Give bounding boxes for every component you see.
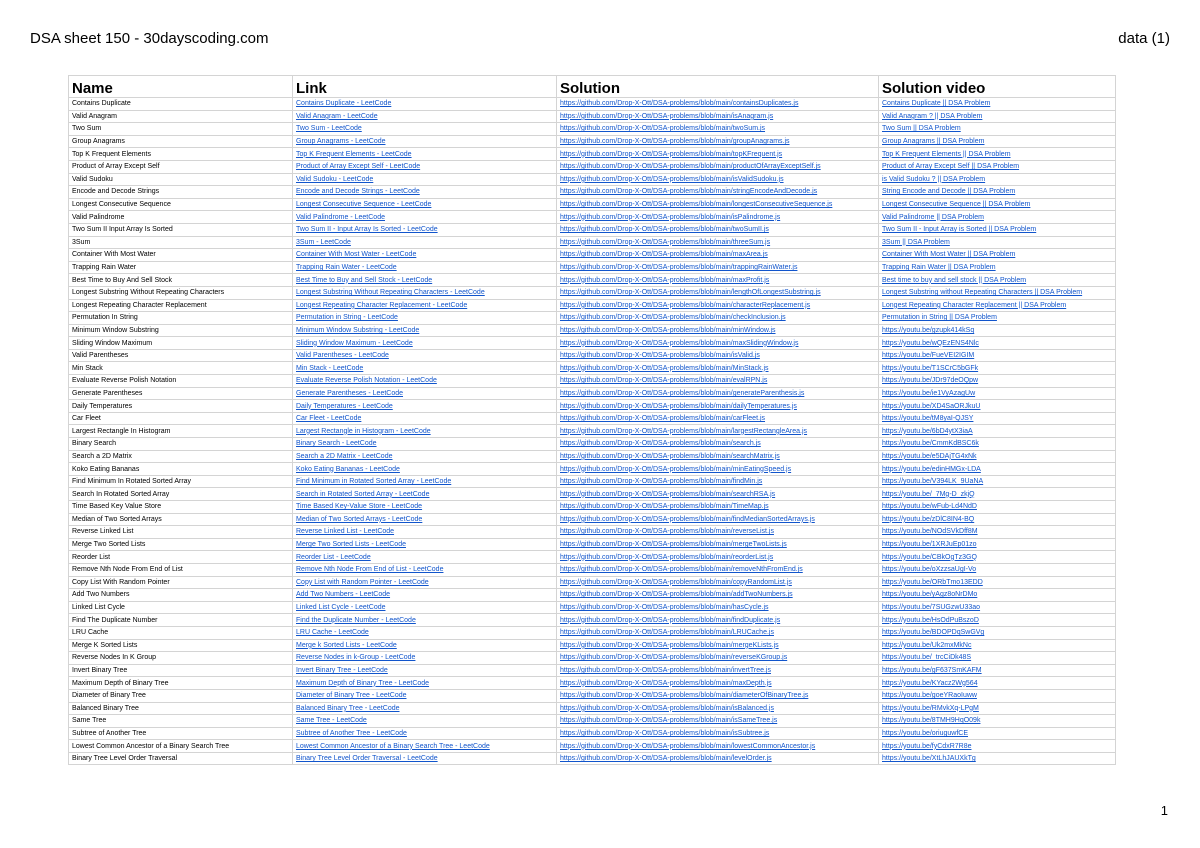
solution-video-link[interactable]: https://youtu.be/ORbTmo13EDD	[879, 576, 1116, 589]
problem-name-cell: Car Fleet	[69, 412, 293, 425]
table-row	[69, 412, 1116, 425]
solution-video-link[interactable]: https://youtu.be/wQEzENS4Nlc	[879, 337, 1116, 350]
leetcode-link[interactable]: Koko Eating Bananas - LeetCode	[293, 463, 557, 476]
leetcode-link[interactable]: Valid Anagram - LeetCode	[293, 110, 557, 123]
table-row	[69, 349, 1116, 362]
solution-video-link[interactable]: https://youtu.be/XD4SaORJkuU	[879, 400, 1116, 413]
solution-link[interactable]: https://github.com/Drop-X-Ott/DSA-problems/blob/main/trappingRainWater.js	[557, 261, 879, 274]
solution-video-link[interactable]: https://youtu.be/1XRJuEp01zo	[879, 538, 1116, 551]
table-row	[69, 601, 1116, 614]
solution-video-link[interactable]: https://youtu.be/_trcCiDk48S	[879, 652, 1116, 665]
problem-name-cell: Lowest Common Ancestor of a Binary Search Tree	[69, 740, 293, 753]
table-row	[69, 639, 1116, 652]
solution-video-link[interactable]: https://youtu.be/XtLhJAUXkTg	[879, 752, 1116, 765]
leetcode-link[interactable]: Reverse Linked List - LeetCode	[293, 526, 557, 539]
leetcode-link[interactable]: Binary Tree Level Order Traversal - LeetCode	[293, 752, 557, 765]
problem-name-cell: Koko Eating Bananas	[69, 463, 293, 476]
solution-video-link[interactable]: Contains Duplicate || DSA Problem	[879, 98, 1116, 111]
problem-name-cell: Reverse Linked List	[69, 526, 293, 539]
problem-name-cell: Diameter of Binary Tree	[69, 689, 293, 702]
leetcode-link[interactable]: Trapping Rain Water - LeetCode	[293, 261, 557, 274]
leetcode-link[interactable]: Balanced Binary Tree - LeetCode	[293, 702, 557, 715]
solution-link[interactable]: https://github.com/Drop-X-Ott/DSA-problems/blob/main/isValidSudoku.js	[557, 173, 879, 186]
solution-link[interactable]: https://github.com/Drop-X-Ott/DSA-problems/blob/main/isSameTree.js	[557, 715, 879, 728]
solution-link[interactable]: https://github.com/Drop-X-Ott/DSA-problems/blob/main/isSubtree.js	[557, 727, 879, 740]
column-header-solution-video: Solution video	[879, 76, 1116, 98]
table-row	[69, 702, 1116, 715]
table-row	[69, 715, 1116, 728]
leetcode-link[interactable]: Merge Two Sorted Lists - LeetCode	[293, 538, 557, 551]
leetcode-link[interactable]: Valid Palindrome - LeetCode	[293, 211, 557, 224]
table-row	[69, 148, 1116, 161]
table-row	[69, 198, 1116, 211]
sheet-name: data (1)	[1118, 30, 1170, 47]
table-row	[69, 513, 1116, 526]
table-row	[69, 589, 1116, 602]
problem-name-cell: Search a 2D Matrix	[69, 450, 293, 463]
leetcode-link[interactable]: Time Based Key-Value Store - LeetCode	[293, 501, 557, 514]
solution-video-link[interactable]: https://youtu.be/7SUGzwU33ao	[879, 601, 1116, 614]
problem-name-cell: Min Stack	[69, 362, 293, 375]
problem-name-cell: Sliding Window Maximum	[69, 337, 293, 350]
solution-video-link[interactable]: https://youtu.be/oXzzsaUgI-Vo	[879, 563, 1116, 576]
solution-video-link[interactable]: https://youtu.be/8TMH9HqO09k	[879, 715, 1116, 728]
column-header-solution: Solution	[557, 76, 879, 98]
solution-link[interactable]: https://github.com/Drop-X-Ott/DSA-problems/blob/main/LRUCache.js	[557, 626, 879, 639]
table-row	[69, 626, 1116, 639]
table-row	[69, 236, 1116, 249]
table-row	[69, 98, 1116, 111]
solution-link[interactable]: https://github.com/Drop-X-Ott/DSA-problems/blob/main/findMedianSortedArrays.js	[557, 513, 879, 526]
solution-link[interactable]: https://github.com/Drop-X-Ott/DSA-problems/blob/main/reverseList.js	[557, 526, 879, 539]
problem-name-cell: Top K Frequent Elements	[69, 148, 293, 161]
leetcode-link[interactable]: Valid Parentheses - LeetCode	[293, 349, 557, 362]
problem-name-cell: Add Two Numbers	[69, 589, 293, 602]
solution-link[interactable]: https://github.com/Drop-X-Ott/DSA-problems/blob/main/mergeTwoLists.js	[557, 538, 879, 551]
solution-link[interactable]: https://github.com/Drop-X-Ott/DSA-problems/blob/main/TimeMap.js	[557, 501, 879, 514]
problem-name-cell: 3Sum	[69, 236, 293, 249]
solution-video-link[interactable]: https://youtu.be/CBkOgTz3GQ	[879, 551, 1116, 564]
table-row	[69, 123, 1116, 136]
document-title: DSA sheet 150 - 30dayscoding.com	[30, 30, 269, 47]
table-row	[69, 337, 1116, 350]
problem-name-cell: Container With Most Water	[69, 249, 293, 262]
solution-link[interactable]: https://github.com/Drop-X-Ott/DSA-problems/blob/main/searchMatrix.js	[557, 450, 879, 463]
solution-video-link[interactable]: Best time to buy and sell stock || DSA Problem	[879, 274, 1116, 287]
table-row	[69, 526, 1116, 539]
solution-video-link[interactable]: https://youtu.be/6bD4ytX3iaA	[879, 425, 1116, 438]
leetcode-link[interactable]: Longest Substring Without Repeating Characters - LeetCode	[293, 286, 557, 299]
solution-link[interactable]: https://github.com/Drop-X-Ott/DSA-problems/blob/main/minEatingSpeed.js	[557, 463, 879, 476]
leetcode-link[interactable]: Remove Nth Node From End of List - LeetCode	[293, 563, 557, 576]
table-row	[69, 312, 1116, 325]
solution-video-link[interactable]: https://youtu.be/zDlC8IN4-BQ	[879, 513, 1116, 526]
leetcode-link[interactable]: Copy List with Random Pointer - LeetCode	[293, 576, 557, 589]
leetcode-link[interactable]: Search a 2D Matrix - LeetCode	[293, 450, 557, 463]
table-row	[69, 740, 1116, 753]
solution-video-link[interactable]: Valid Palindrome || DSA Problem	[879, 211, 1116, 224]
table-row	[69, 324, 1116, 337]
table-row	[69, 538, 1116, 551]
problem-name-cell: Linked List Cycle	[69, 601, 293, 614]
leetcode-link[interactable]: Maximum Depth of Binary Tree - LeetCode	[293, 677, 557, 690]
solution-link[interactable]: https://github.com/Drop-X-Ott/DSA-problems/blob/main/lengthOfLongestSubstring.js	[557, 286, 879, 299]
solution-video-link[interactable]: Two Sum II - Input Array is Sorted || DSA Problem	[879, 223, 1116, 236]
solution-link[interactable]: https://github.com/Drop-X-Ott/DSA-problems/blob/main/invertTree.js	[557, 664, 879, 677]
leetcode-link[interactable]: Container With Most Water - LeetCode	[293, 249, 557, 262]
table-row	[69, 689, 1116, 702]
page-number: 1	[1160, 803, 1168, 818]
problem-name-cell: Remove Nth Node From End of List	[69, 563, 293, 576]
leetcode-link[interactable]: Valid Sudoku - LeetCode	[293, 173, 557, 186]
solution-video-link[interactable]: https://youtu.be/FueVEI2IGIM	[879, 349, 1116, 362]
leetcode-link[interactable]: Subtree of Another Tree - LeetCode	[293, 727, 557, 740]
solution-video-link[interactable]: https://youtu.be/JDr97deOQpw	[879, 375, 1116, 388]
problem-name-cell: Find Minimum In Rotated Sorted Array	[69, 475, 293, 488]
table-row	[69, 362, 1116, 375]
table-row	[69, 475, 1116, 488]
solution-video-link[interactable]: Permutation in String || DSA Problem	[879, 312, 1116, 325]
leetcode-link[interactable]: Sliding Window Maximum - LeetCode	[293, 337, 557, 350]
problem-name-cell: Find The Duplicate Number	[69, 614, 293, 627]
leetcode-link[interactable]: Generate Parentheses - LeetCode	[293, 387, 557, 400]
problem-name-cell: Two Sum	[69, 123, 293, 136]
solution-video-link[interactable]: Top K Frequent Elements || DSA Problem	[879, 148, 1116, 161]
solution-link[interactable]: https://github.com/Drop-X-Ott/DSA-problems/blob/main/MinStack.js	[557, 362, 879, 375]
solution-link[interactable]: https://github.com/Drop-X-Ott/DSA-problems/blob/main/groupAnagrams.js	[557, 135, 879, 148]
table-row	[69, 501, 1116, 514]
table-row	[69, 425, 1116, 438]
leetcode-link[interactable]: Diameter of Binary Tree - LeetCode	[293, 689, 557, 702]
problem-name-cell: Group Anagrams	[69, 135, 293, 148]
solution-video-link[interactable]: https://youtu.be/tM8yaI-QJSY	[879, 412, 1116, 425]
solution-link[interactable]: https://github.com/Drop-X-Ott/DSA-problems/blob/main/maxDepth.js	[557, 677, 879, 690]
solution-video-link[interactable]: is Valid Sudoku ? || DSA Problem	[879, 173, 1116, 186]
solution-video-link[interactable]: https://youtu.be/e5DAjTG4xNk	[879, 450, 1116, 463]
solution-link[interactable]: https://github.com/Drop-X-Ott/DSA-problems/blob/main/containsDuplicates.js	[557, 98, 879, 111]
table-row	[69, 249, 1116, 262]
solution-video-link[interactable]: https://youtu.be/T1SCrC5bGFk	[879, 362, 1116, 375]
solution-video-link[interactable]: https://youtu.be/ie1VyAzagUw	[879, 387, 1116, 400]
leetcode-link[interactable]: Top K Frequent Elements - LeetCode	[293, 148, 557, 161]
table-body	[69, 98, 1116, 765]
table-row	[69, 463, 1116, 476]
table-row	[69, 211, 1116, 224]
solution-link[interactable]: https://github.com/Drop-X-Ott/DSA-problems/blob/main/maxSlidingWindow.js	[557, 337, 879, 350]
solution-video-link[interactable]: Product of Array Except Self || DSA Problem	[879, 160, 1116, 173]
leetcode-link[interactable]: Daily Temperatures - LeetCode	[293, 400, 557, 413]
solution-link[interactable]: https://github.com/Drop-X-Ott/DSA-problems/blob/main/minWindow.js	[557, 324, 879, 337]
solution-link[interactable]: https://github.com/Drop-X-Ott/DSA-problems/blob/main/isBalanced.js	[557, 702, 879, 715]
solution-link[interactable]: https://github.com/Drop-X-Ott/DSA-problems/blob/main/hasCycle.js	[557, 601, 879, 614]
leetcode-link[interactable]: Car Fleet - LeetCode	[293, 412, 557, 425]
leetcode-link[interactable]: Encode and Decode Strings - LeetCode	[293, 186, 557, 199]
solution-video-link[interactable]: Two Sum || DSA Problem	[879, 123, 1116, 136]
solution-link[interactable]: https://github.com/Drop-X-Ott/DSA-problems/blob/main/maxProfit.js	[557, 274, 879, 287]
problem-name-cell: Binary Search	[69, 438, 293, 451]
solution-video-link[interactable]: https://youtu.be/edinHMGx-LDA	[879, 463, 1116, 476]
table-row	[69, 677, 1116, 690]
problem-name-cell: Maximum Depth of Binary Tree	[69, 677, 293, 690]
solution-link[interactable]: https://github.com/Drop-X-Ott/DSA-problems/blob/main/evalRPN.js	[557, 375, 879, 388]
table-row	[69, 450, 1116, 463]
leetcode-link[interactable]: Add Two Numbers - LeetCode	[293, 589, 557, 602]
solution-video-link[interactable]: https://youtu.be/HsOdPuBszoD	[879, 614, 1116, 627]
leetcode-link[interactable]: Two Sum - LeetCode	[293, 123, 557, 136]
table-row	[69, 261, 1116, 274]
solution-video-link[interactable]: https://youtu.be/goeYRaoIuww	[879, 689, 1116, 702]
leetcode-link[interactable]: Find Minimum in Rotated Sorted Array - LeetCode	[293, 475, 557, 488]
solution-link[interactable]: https://github.com/Drop-X-Ott/DSA-problems/blob/main/findDuplicate.js	[557, 614, 879, 627]
problem-name-cell: Median of Two Sorted Arrays	[69, 513, 293, 526]
solution-video-link[interactable]: Group Anagrams || DSA Problem	[879, 135, 1116, 148]
solution-link[interactable]: https://github.com/Drop-X-Ott/DSA-problems/blob/main/characterReplacement.js	[557, 299, 879, 312]
solution-link[interactable]: https://github.com/Drop-X-Ott/DSA-problems/blob/main/search.js	[557, 438, 879, 451]
solution-link[interactable]: https://github.com/Drop-X-Ott/DSA-problems/blob/main/addTwoNumbers.js	[557, 589, 879, 602]
solution-video-link[interactable]: https://youtu.be/yAgz8oNrDMo	[879, 589, 1116, 602]
solution-link[interactable]: https://github.com/Drop-X-Ott/DSA-problems/blob/main/isAnagram.js	[557, 110, 879, 123]
problem-name-cell: Longest Substring Without Repeating Characters	[69, 286, 293, 299]
solution-video-link[interactable]: https://youtu.be/gzupk414kSq	[879, 324, 1116, 337]
problem-name-cell: Reverse Nodes In K Group	[69, 652, 293, 665]
solution-link[interactable]: https://github.com/Drop-X-Ott/DSA-problems/blob/main/mergeKLists.js	[557, 639, 879, 652]
solution-link[interactable]: https://github.com/Drop-X-Ott/DSA-problems/blob/main/levelOrder.js	[557, 752, 879, 765]
problem-name-cell: Permutation In String	[69, 312, 293, 325]
solution-link[interactable]: https://github.com/Drop-X-Ott/DSA-problems/blob/main/largestRectangleArea.js	[557, 425, 879, 438]
solution-video-link[interactable]: https://youtu.be/_7Mg-D_zkjQ	[879, 488, 1116, 501]
solution-video-link[interactable]: https://youtu.be/NOdSVkDff8M	[879, 526, 1116, 539]
solution-video-link[interactable]: 3Sum || DSA Problem	[879, 236, 1116, 249]
problem-name-cell: Valid Anagram	[69, 110, 293, 123]
table-row	[69, 274, 1116, 287]
leetcode-link[interactable]: Reorder List - LeetCode	[293, 551, 557, 564]
solution-link[interactable]: https://github.com/Drop-X-Ott/DSA-problems/blob/main/isPalindrome.js	[557, 211, 879, 224]
solution-link[interactable]: https://github.com/Drop-X-Ott/DSA-problems/blob/main/threeSum.js	[557, 236, 879, 249]
leetcode-link[interactable]: Same Tree - LeetCode	[293, 715, 557, 728]
solution-video-link[interactable]: https://youtu.be/BDOPDqSwGVg	[879, 626, 1116, 639]
table-row	[69, 400, 1116, 413]
problem-name-cell: Two Sum II Input Array Is Sorted	[69, 223, 293, 236]
solution-link[interactable]: https://github.com/Drop-X-Ott/DSA-problems/blob/main/productOfArrayExceptSelf.js	[557, 160, 879, 173]
problem-name-cell: Subtree of Another Tree	[69, 727, 293, 740]
solution-video-link[interactable]: https://youtu.be/wFub-Ld4NdD	[879, 501, 1116, 514]
solution-link[interactable]: https://github.com/Drop-X-Ott/DSA-problems/blob/main/twoSumII.js	[557, 223, 879, 236]
solution-link[interactable]: https://github.com/Drop-X-Ott/DSA-problems/blob/main/generateParenthesis.js	[557, 387, 879, 400]
leetcode-link[interactable]: Median of Two Sorted Arrays - LeetCode	[293, 513, 557, 526]
problem-name-cell: Valid Sudoku	[69, 173, 293, 186]
table-row	[69, 223, 1116, 236]
solution-link[interactable]: https://github.com/Drop-X-Ott/DSA-problems/blob/main/topKFrequent.js	[557, 148, 879, 161]
solution-video-link[interactable]: Longest Consecutive Sequence || DSA Problem	[879, 198, 1116, 211]
solution-video-link[interactable]: Trapping Rain Water || DSA Problem	[879, 261, 1116, 274]
table-row	[69, 488, 1116, 501]
solution-link[interactable]: https://github.com/Drop-X-Ott/DSA-problems/blob/main/isValid.js	[557, 349, 879, 362]
table-row	[69, 727, 1116, 740]
solution-link[interactable]: https://github.com/Drop-X-Ott/DSA-problems/blob/main/longestConsecutiveSequence.js	[557, 198, 879, 211]
problem-name-cell: Largest Rectangle In Histogram	[69, 425, 293, 438]
solution-link[interactable]: https://github.com/Drop-X-Ott/DSA-problems/blob/main/copyRandomList.js	[557, 576, 879, 589]
problem-name-cell: Merge Two Sorted Lists	[69, 538, 293, 551]
solution-video-link[interactable]: Valid Anagram ? || DSA Problem	[879, 110, 1116, 123]
solution-link[interactable]: https://github.com/Drop-X-Ott/DSA-problems/blob/main/stringEncodeAndDecode.js	[557, 186, 879, 199]
leetcode-link[interactable]: Longest Consecutive Sequence - LeetCode	[293, 198, 557, 211]
solution-link[interactable]: https://github.com/Drop-X-Ott/DSA-problems/blob/main/dailyTemperatures.js	[557, 400, 879, 413]
solution-link[interactable]: https://github.com/Drop-X-Ott/DSA-problems/blob/main/carFleet.js	[557, 412, 879, 425]
leetcode-link[interactable]: Find the Duplicate Number - LeetCode	[293, 614, 557, 627]
table-row	[69, 375, 1116, 388]
problem-name-cell: Reorder List	[69, 551, 293, 564]
problem-name-cell: Binary Tree Level Order Traversal	[69, 752, 293, 765]
leetcode-link[interactable]: Longest Repeating Character Replacement - LeetCode	[293, 299, 557, 312]
leetcode-link[interactable]: Invert Binary Tree - LeetCode	[293, 664, 557, 677]
leetcode-link[interactable]: Contains Duplicate - LeetCode	[293, 98, 557, 111]
leetcode-link[interactable]: Min Stack - LeetCode	[293, 362, 557, 375]
solution-video-link[interactable]: Longest Substring without Repeating Characters || DSA Problem	[879, 286, 1116, 299]
leetcode-link[interactable]: Merge k Sorted Lists - LeetCode	[293, 639, 557, 652]
problem-name-cell: Valid Parentheses	[69, 349, 293, 362]
leetcode-link[interactable]: LRU Cache - LeetCode	[293, 626, 557, 639]
problem-name-cell: Longest Repeating Character Replacement	[69, 299, 293, 312]
table-row	[69, 614, 1116, 627]
table-row	[69, 186, 1116, 199]
problem-name-cell: Evaluate Reverse Polish Notation	[69, 375, 293, 388]
problem-name-cell: Time Based Key Value Store	[69, 501, 293, 514]
table-row	[69, 286, 1116, 299]
table-row	[69, 438, 1116, 451]
table-row	[69, 160, 1116, 173]
table-row	[69, 135, 1116, 148]
leetcode-link[interactable]: Best Time to Buy and Sell Stock - LeetCode	[293, 274, 557, 287]
table-row	[69, 576, 1116, 589]
leetcode-link[interactable]: Search in Rotated Sorted Array - LeetCode	[293, 488, 557, 501]
solution-video-link[interactable]: https://youtu.be/CmmKdBSC6k	[879, 438, 1116, 451]
solution-link[interactable]: https://github.com/Drop-X-Ott/DSA-problems/blob/main/reverseKGroup.js	[557, 652, 879, 665]
problem-name-cell: Merge K Sorted Lists	[69, 639, 293, 652]
leetcode-link[interactable]: Group Anagrams - LeetCode	[293, 135, 557, 148]
solution-video-link[interactable]: https://youtu.be/Uk2mxMkNc	[879, 639, 1116, 652]
table-row	[69, 551, 1116, 564]
problem-name-cell: Balanced Binary Tree	[69, 702, 293, 715]
table-row	[69, 752, 1116, 765]
leetcode-link[interactable]: Permutation in String - LeetCode	[293, 312, 557, 325]
table-row	[69, 664, 1116, 677]
problem-name-cell: Trapping Rain Water	[69, 261, 293, 274]
problem-name-cell: Generate Parentheses	[69, 387, 293, 400]
solution-video-link[interactable]: Longest Repeating Character Replacement || DSA Problem	[879, 299, 1116, 312]
problem-name-cell: Copy List With Random Pointer	[69, 576, 293, 589]
solution-link[interactable]: https://github.com/Drop-X-Ott/DSA-problems/blob/main/checkInclusion.js	[557, 312, 879, 325]
problem-name-cell: LRU Cache	[69, 626, 293, 639]
solution-video-link[interactable]: https://youtu.be/RMvkXq-LPgM	[879, 702, 1116, 715]
problem-name-cell: Search In Rotated Sorted Array	[69, 488, 293, 501]
leetcode-link[interactable]: Two Sum II - Input Array Is Sorted - LeetCode	[293, 223, 557, 236]
table-row	[69, 563, 1116, 576]
leetcode-link[interactable]: Product of Array Except Self - LeetCode	[293, 160, 557, 173]
solution-video-link[interactable]: https://youtu.be/KYacz2Wg564	[879, 677, 1116, 690]
table-row	[69, 173, 1116, 186]
problem-name-cell: Same Tree	[69, 715, 293, 728]
problem-name-cell: Encode and Decode Strings	[69, 186, 293, 199]
column-header-link: Link	[293, 76, 557, 98]
solution-link[interactable]: https://github.com/Drop-X-Ott/DSA-problems/blob/main/findMin.js	[557, 475, 879, 488]
solution-video-link[interactable]: https://youtu.be/fyCdxR7R8e	[879, 740, 1116, 753]
problem-name-cell: Invert Binary Tree	[69, 664, 293, 677]
solution-video-link[interactable]: https://youtu.be/V394LK_9UaNA	[879, 475, 1116, 488]
problem-name-cell: Longest Consecutive Sequence	[69, 198, 293, 211]
leetcode-link[interactable]: Reverse Nodes in k-Group - LeetCode	[293, 652, 557, 665]
table-header-row	[69, 76, 1116, 98]
solution-link[interactable]: https://github.com/Drop-X-Ott/DSA-problems/blob/main/lowestCommonAncestor.js	[557, 740, 879, 753]
problem-name-cell: Minimum Window Substring	[69, 324, 293, 337]
problem-name-cell: Daily Temperatures	[69, 400, 293, 413]
table-row	[69, 652, 1116, 665]
solution-link[interactable]: https://github.com/Drop-X-Ott/DSA-problems/blob/main/twoSum.js	[557, 123, 879, 136]
leetcode-link[interactable]: 3Sum - LeetCode	[293, 236, 557, 249]
solution-video-link[interactable]: Container With Most Water || DSA Problem	[879, 249, 1116, 262]
solution-link[interactable]: https://github.com/Drop-X-Ott/DSA-problems/blob/main/maxArea.js	[557, 249, 879, 262]
leetcode-link[interactable]: Largest Rectangle in Histogram - LeetCode	[293, 425, 557, 438]
solution-link[interactable]: https://github.com/Drop-X-Ott/DSA-problems/blob/main/searchRSA.js	[557, 488, 879, 501]
table-row	[69, 110, 1116, 123]
leetcode-link[interactable]: Evaluate Reverse Polish Notation - LeetCode	[293, 375, 557, 388]
table-row	[69, 299, 1116, 312]
problem-name-cell: Valid Palindrome	[69, 211, 293, 224]
solution-link[interactable]: https://github.com/Drop-X-Ott/DSA-problems/blob/main/reorderList.js	[557, 551, 879, 564]
solution-video-link[interactable]: https://youtu.be/oriuguwfCE	[879, 727, 1116, 740]
problem-name-cell: Contains Duplicate	[69, 98, 293, 111]
dsa-problems-table	[68, 75, 1116, 765]
solution-video-link[interactable]: https://youtu.be/gF637SmKAFM	[879, 664, 1116, 677]
table-row	[69, 387, 1116, 400]
problem-name-cell: Product of Array Except Self	[69, 160, 293, 173]
solution-video-link[interactable]: String Encode and Decode || DSA Problem	[879, 186, 1116, 199]
problem-name-cell: Best Time to Buy And Sell Stock	[69, 274, 293, 287]
solution-link[interactable]: https://github.com/Drop-X-Ott/DSA-problems/blob/main/diameterOfBinaryTree.js	[557, 689, 879, 702]
leetcode-link[interactable]: Binary Search - LeetCode	[293, 438, 557, 451]
leetcode-link[interactable]: Minimum Window Substring - LeetCode	[293, 324, 557, 337]
solution-link[interactable]: https://github.com/Drop-X-Ott/DSA-problems/blob/main/removeNthFromEnd.js	[557, 563, 879, 576]
column-header-name: Name	[69, 76, 293, 98]
leetcode-link[interactable]: Linked List Cycle - LeetCode	[293, 601, 557, 614]
leetcode-link[interactable]: Lowest Common Ancestor of a Binary Search Tree - LeetCode	[293, 740, 557, 753]
